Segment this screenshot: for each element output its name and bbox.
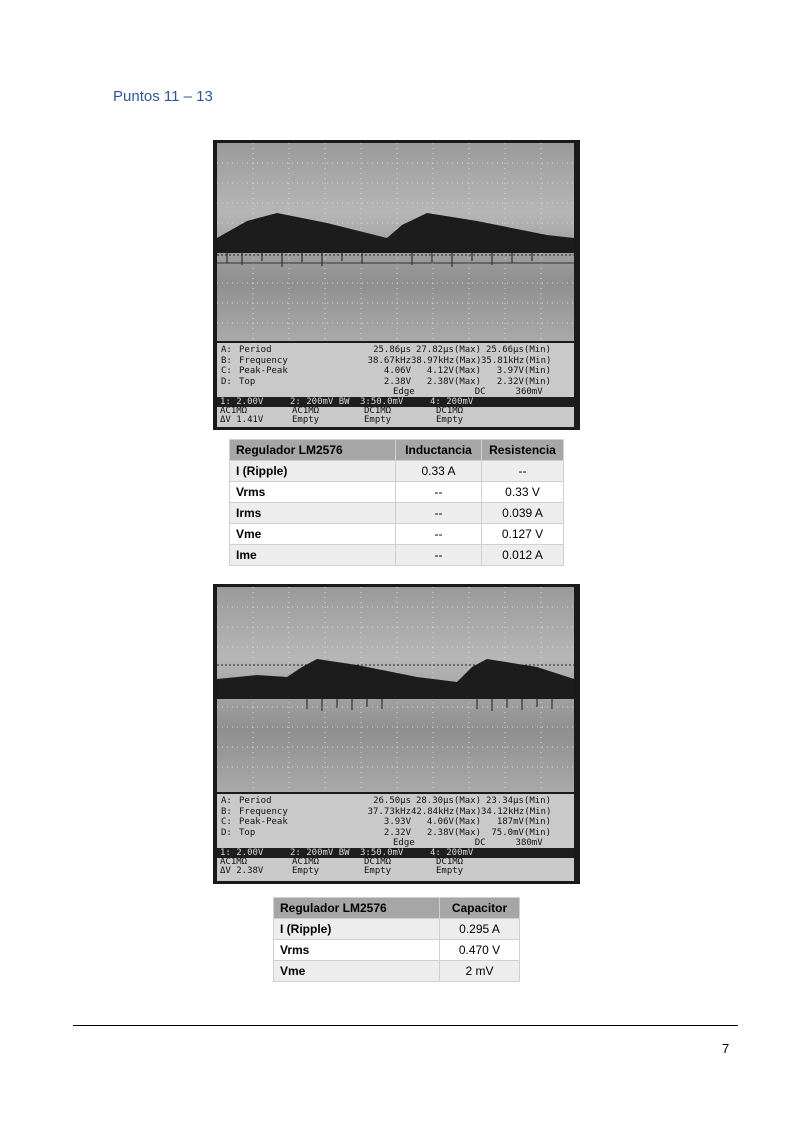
table-cell: Vme — [274, 961, 440, 982]
table-cell: 2 mV — [440, 961, 520, 982]
table-row — [274, 961, 520, 982]
table-cell: I (Ripple) — [274, 919, 440, 940]
table-cell: Ime — [230, 545, 396, 566]
table-header-cell: Capacitor — [440, 898, 520, 919]
scope-readout — [217, 794, 574, 881]
table-header-cell: Inductancia — [396, 440, 482, 461]
trigger-info: Edge DC 360mV — [393, 387, 543, 397]
coupling-bar: AC1MΩ AC1MΩ DC1MΩ DC1MΩ ΔV 2.38V Empty Empty Empty — [220, 857, 464, 876]
table-header-cell: Resistencia — [482, 440, 564, 461]
oscilloscope-capture-2 — [213, 584, 580, 884]
table-row — [230, 482, 564, 503]
table-cell: 0.039 A — [482, 503, 564, 524]
table-row — [230, 503, 564, 524]
table-cell: Vrms — [230, 482, 396, 503]
table-cell: I (Ripple) — [230, 461, 396, 482]
page-number: 7 — [722, 1041, 730, 1056]
scope-screen — [217, 143, 574, 341]
table-header-cell: Regulador LM2576 — [230, 440, 396, 461]
table-cell: Vme — [230, 524, 396, 545]
trigger-info: Edge DC 380mV — [393, 838, 543, 848]
waveform-plot — [217, 143, 574, 341]
channel-bar: 1: 2.00V 2: 200mV BW 3:50.0mV 4: 200mV — [217, 397, 574, 407]
channel-bar: 1: 2.00V 2: 200mV BW 3:50.0mV 4: 200mV — [217, 848, 574, 858]
footer-divider — [73, 1025, 738, 1026]
table-row — [274, 919, 520, 940]
table-cell: Irms — [230, 503, 396, 524]
table-cell: 0.127 V — [482, 524, 564, 545]
scope-readout — [217, 343, 574, 427]
lm2576-capacitor-table — [273, 897, 520, 982]
table-cell: -- — [482, 461, 564, 482]
table-cell: -- — [396, 503, 482, 524]
table-cell: 0.470 V — [440, 940, 520, 961]
table-cell: -- — [396, 524, 482, 545]
table-row — [230, 524, 564, 545]
table-row — [230, 461, 564, 482]
table-cell: -- — [396, 482, 482, 503]
waveform-plot — [217, 587, 574, 792]
oscilloscope-capture-1 — [213, 140, 580, 430]
table-cell: 0.33 V — [482, 482, 564, 503]
table-cell: 0.295 A — [440, 919, 520, 940]
measurement-row: A: Period 25.86µs 27.82µs(Max) 25.66µs(Min) B: Frequency 38.67kHz 38.97kHz(Max) 35.81kHz(Min) C: Peak-Peak 4.06V 4.12V(Max) 3.97V(Min) D: Top 2.38V 2.38V(Max) 2.32V(Min) — [221, 345, 551, 387]
section-heading: Puntos 11 – 13 — [113, 88, 213, 105]
table-row — [274, 940, 520, 961]
scope-screen — [217, 587, 574, 792]
table-header-cell: Regulador LM2576 — [274, 898, 440, 919]
table-header-row — [230, 440, 564, 461]
coupling-bar: AC1MΩ AC1MΩ DC1MΩ DC1MΩ ΔV 1.41V Empty Empty Empty — [220, 406, 464, 425]
lm2576-inductor-resistor-table — [229, 439, 564, 566]
table-cell: Vrms — [274, 940, 440, 961]
table-header-row — [274, 898, 520, 919]
table-cell: 0.33 A — [396, 461, 482, 482]
table-cell: 0.012 A — [482, 545, 564, 566]
table-cell: -- — [396, 545, 482, 566]
measurement-row: A: Period 26.50µs 28.30µs(Max) 23.34µs(Min) B: Frequency 37.73kHz 42.84kHz(Max) 34.12kHz(Min) C: Peak-Peak 3.93V 4.06V(Max) 187mV(Min) D: Top 2.32V 2.38V(Max) 75.0mV(Min) — [221, 796, 551, 838]
table-row — [230, 545, 564, 566]
